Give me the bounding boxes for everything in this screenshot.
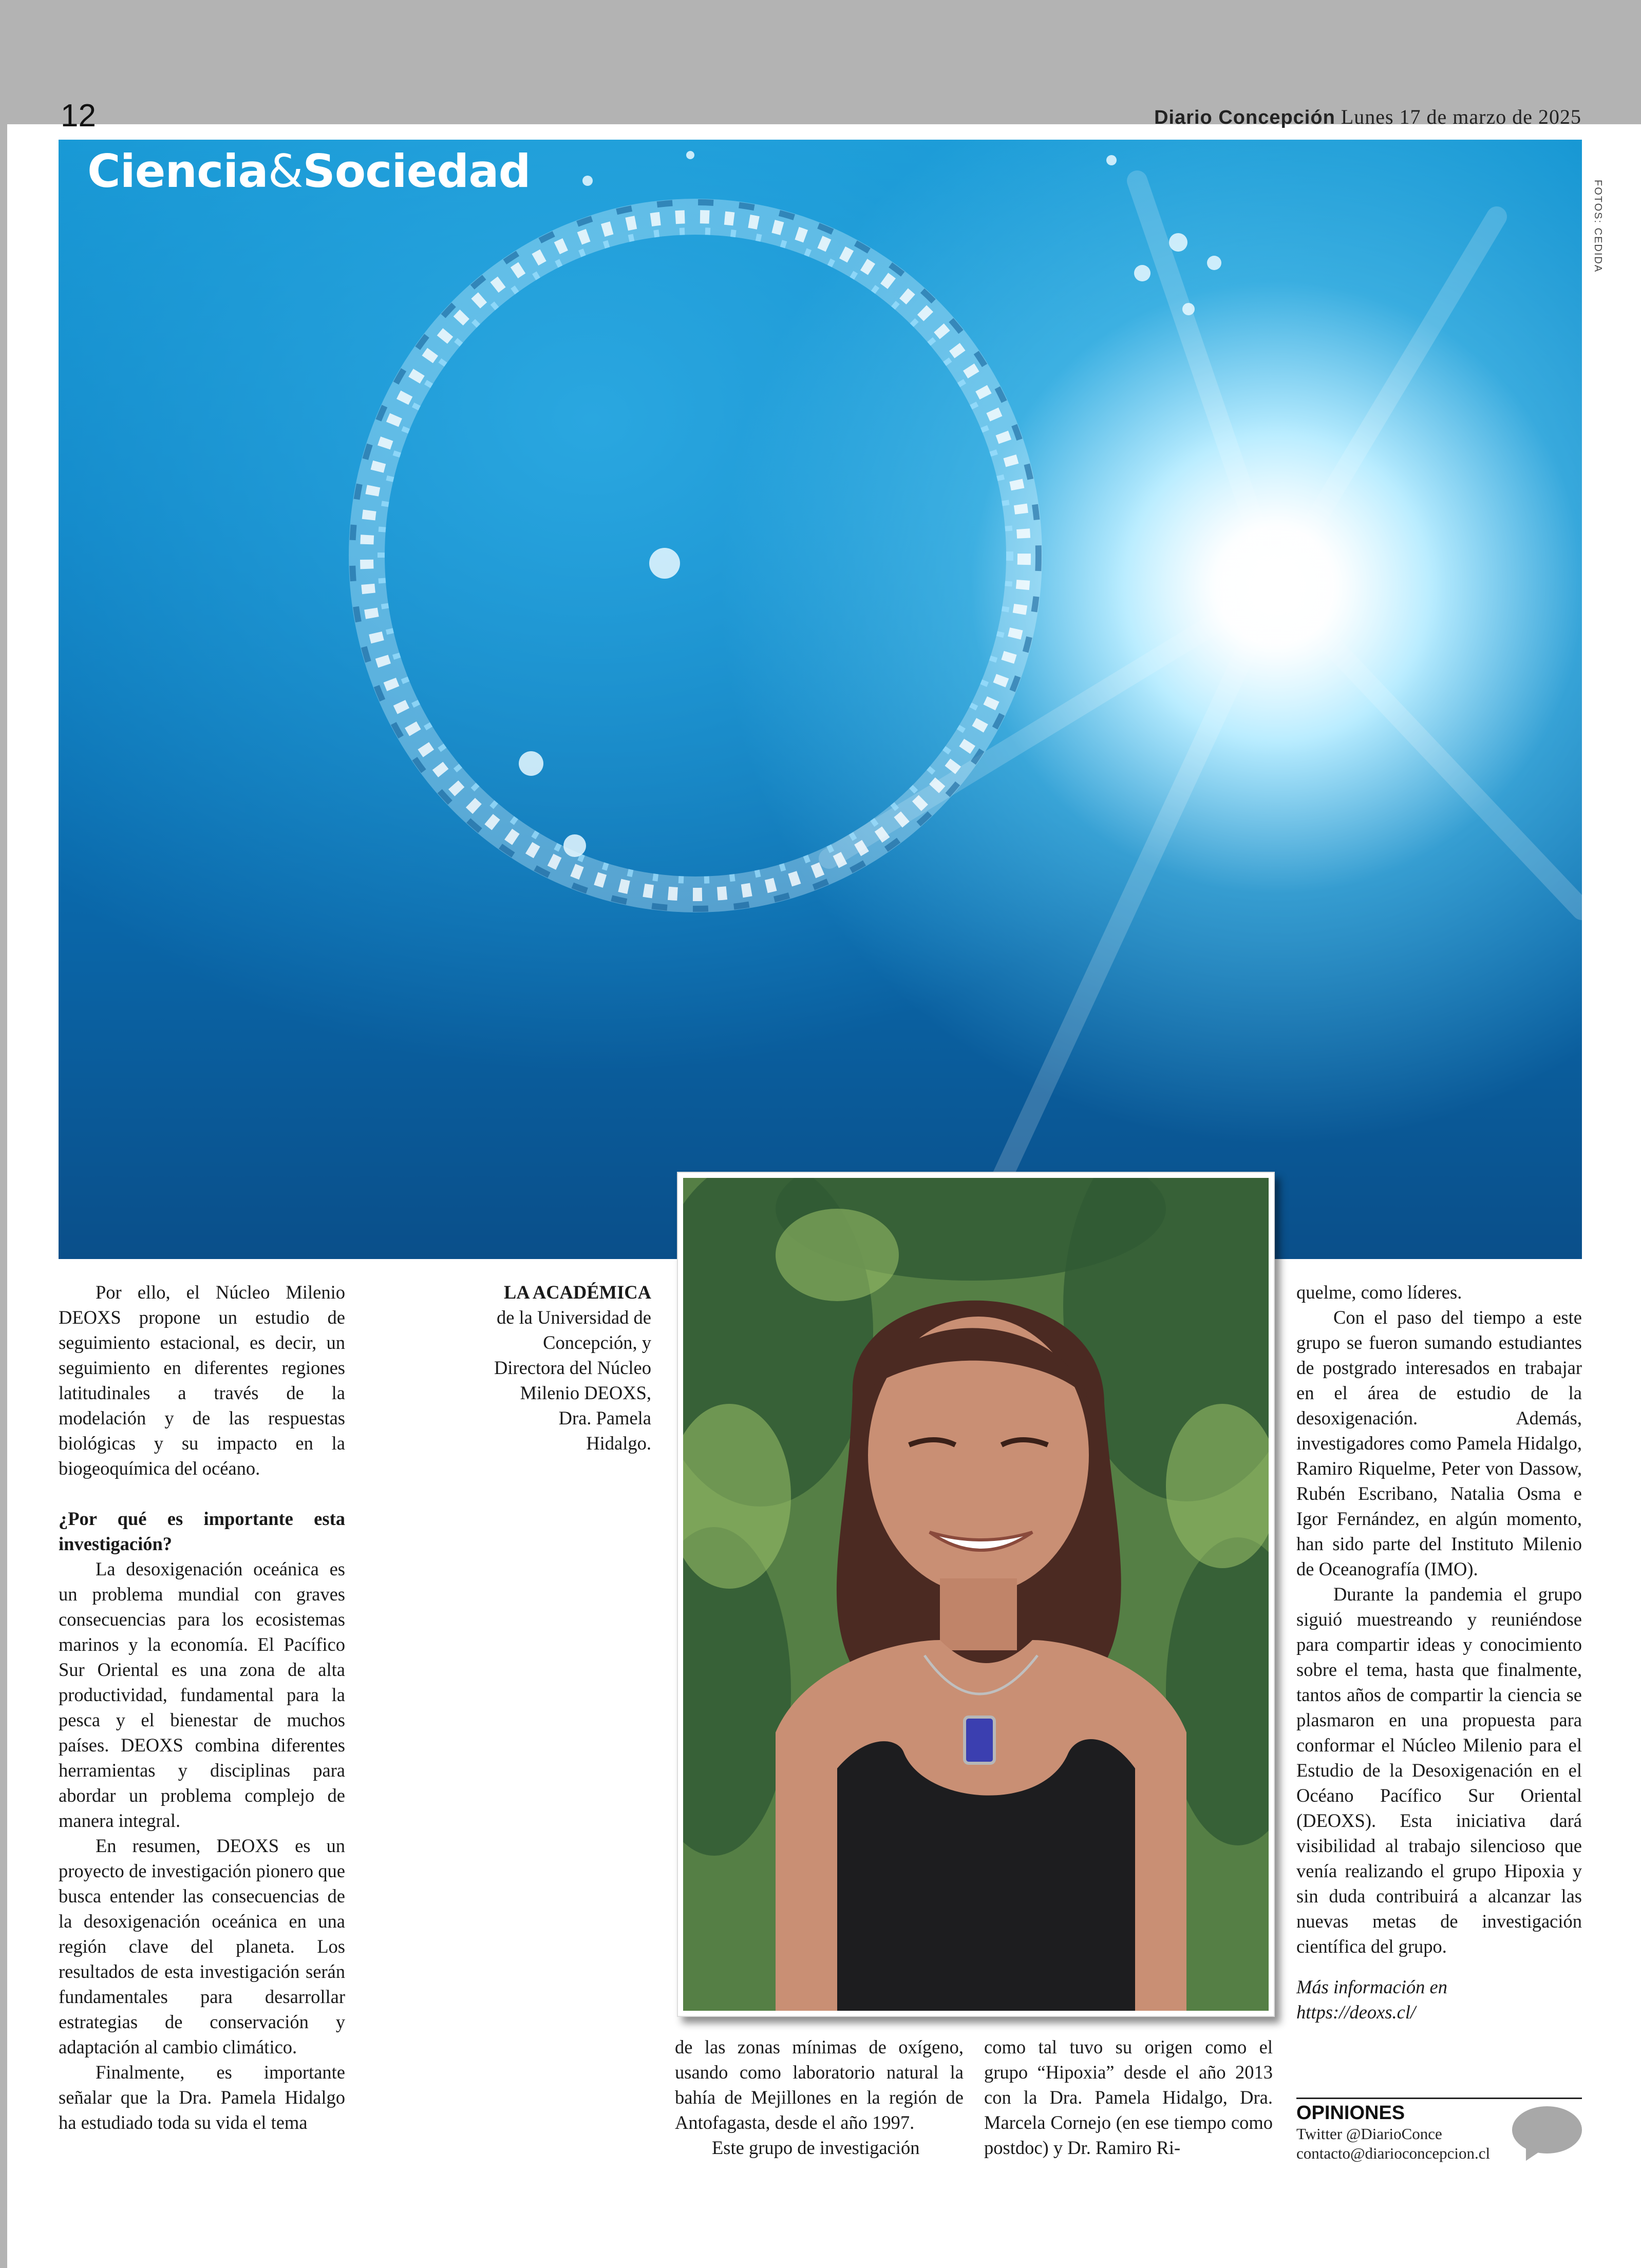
paragraph: quelme, como líderes. — [1296, 1282, 1462, 1303]
section-title: Ciencia&Sociedad — [87, 145, 531, 198]
opinions-box — [1296, 2098, 1582, 2163]
woman-portrait-illustration — [683, 1178, 1269, 2011]
article-column-3 — [675, 2034, 964, 2160]
paper-name: Diario Concepción — [1154, 107, 1335, 128]
paragraph: En resumen, DEOXS es un proyecto de investigación pionero que busca entender las consecuencias de la desoxigenación oceánica en una región clave del planeta. Los resultados de esta investigación serán fundamentales para desarrollar estrategias de conservación y adaptación al cambio climático. — [59, 1835, 345, 2057]
paragraph: de las zonas mínimas de oxígeno, usando como laboratorio natural la bahía de Mejillones en la región de Antofagasta, desde el año 1997. — [675, 2036, 964, 2133]
sun-glare — [1106, 417, 1445, 756]
issue-date: Lunes 17 de marzo de 2025 — [1341, 105, 1581, 128]
page-number: 12 — [61, 98, 96, 134]
paragraph: Finalmente, es importante señalar que la Dra. Pamela Hidalgo ha estudiado toda su vida el tema — [59, 2062, 345, 2133]
subheading: ¿Por qué es importante esta investigación? — [59, 1508, 345, 1554]
paragraph: Con el paso del tiempo a este grupo se fueron sumando estudiantes de postgrado interesados en trabajar en el área de estudio de la desoxigenación. Además, investigadores como Pamela Hidalgo, Ramiro Riquelme, Peter von Dassow, Rubén Escribano, Natalia Osma e Igor Fernández, en algún momento, han sido parte del Instituto Milenio de Oceanografía (IMO). — [1296, 1307, 1582, 1579]
speech-bubble-icon — [1512, 2106, 1582, 2153]
article-column-5 — [1296, 1280, 1582, 2025]
opinions-title: OPINIONES — [1296, 2102, 1405, 2124]
bubble-ring-photo — [59, 140, 1582, 1259]
article-column-1 — [59, 1280, 345, 2135]
article-column-4 — [984, 2034, 1273, 2160]
opinions-twitter[interactable]: Twitter @DiarioConce — [1296, 2125, 1442, 2143]
photo-credit: FOTOS: CEDIDA — [1592, 180, 1604, 273]
masthead — [1154, 105, 1581, 129]
paragraph: como tal tuvo su origen como el grupo “Hipoxia” desde el año 2013 con la Dra. Pamela Hidalgo, Dra. Marcela Cornejo (en ese tiempo como postdoc) y Dr. Ramiro Ri- — [984, 2036, 1273, 2158]
photo-caption — [493, 1280, 651, 1456]
portrait-photo — [677, 1172, 1275, 2017]
paragraph: Por ello, el Núcleo Milenio DEOXS propone un estudio de seguimiento estacional, es decir, un seguimiento en diferentes regiones latitudinales a través de la modelación y de las respuestas biológicas y su impacto en la biogeoquímica del océano. — [59, 1282, 345, 1479]
paragraph: La desoxigenación oceánica es un problema mundial con graves consecuencias para los ecosistemas marinos y la economía. El Pacífico Sur Oriental es una zona de alta productividad, fundamental para la pesca y el bienestar de muchos países. DEOXS combina diferentes herramientas y disciplinas para abordar un problema complejo de manera integral. — [59, 1558, 345, 1831]
bubble-ring-illustration — [59, 140, 1582, 1259]
caption-label: LA ACADÉMICA — [504, 1282, 651, 1303]
bubble-ring — [352, 202, 1039, 909]
portrait-image — [683, 1178, 1269, 2011]
caption-text: de la Universidad de Concepción, y Directora del Núcleo Milenio DEOXS, Dra. Pamela Hidalgo. — [494, 1307, 651, 1454]
more-info-label: Más información en — [1296, 1976, 1447, 1997]
paragraph: Este grupo de investigación — [712, 2137, 920, 2158]
opinions-email[interactable]: contacto@diarioconcepcion.cl — [1296, 2144, 1491, 2162]
paragraph: Durante la pandemia el grupo siguió muestreando y reuniéndose para compartir ideas y conocimiento sobre el tema, hasta que finalmente, tantos años de compartir la ciencia se plasmaron en una propuesta para conformar el Núcleo Milenio para el Estudio de la Desoxigenación en el Océano Pacífico Sur Oriental (DEOXS). Esta iniciativa dará visibilidad al trabajo silencioso que venía realizando el grupo Hipoxia y sin duda contribuirá a alcanzar las nuevas metas de investigación científica del grupo. — [1296, 1584, 1582, 1957]
more-info-link[interactable]: https://deoxs.cl/ — [1296, 2002, 1416, 2023]
